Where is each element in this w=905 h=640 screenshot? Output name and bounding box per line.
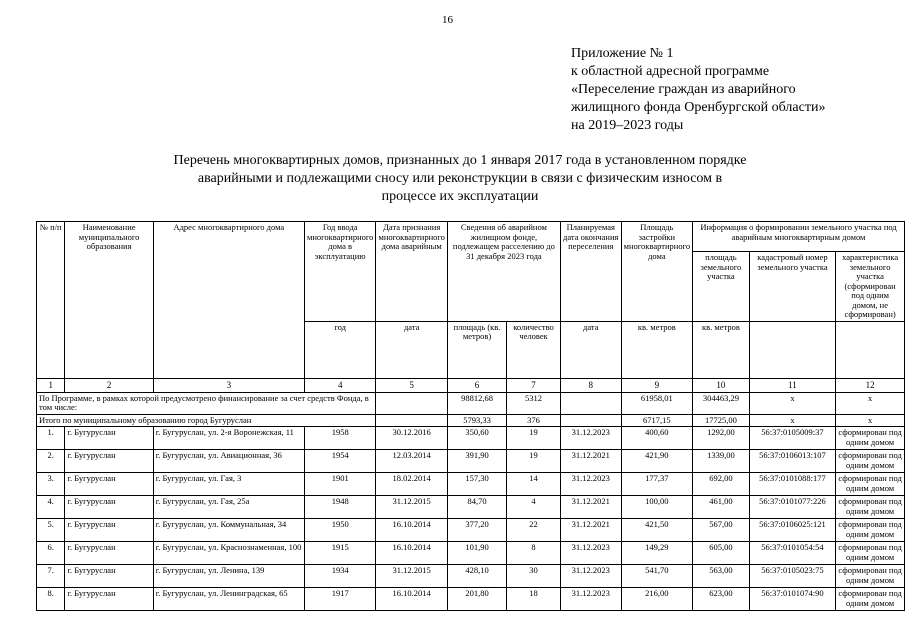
row-land-area: 461,00: [693, 496, 750, 519]
row-municipality: г. Бугуруслан: [65, 473, 153, 496]
row-land-area: 623,00: [693, 588, 750, 611]
header-recognition-date: Дата признания многоквартирного дома аварийным: [376, 222, 447, 322]
col-number: 9: [621, 378, 692, 392]
total-municipality-row: [37, 414, 905, 427]
total-program-dev-area: 61958,01: [621, 392, 692, 414]
row-characteristic: сформирован под одним домом: [836, 588, 905, 611]
appendix-line: к областной адресной программе: [571, 64, 770, 79]
appendix-line: «Переселение граждан из аварийного: [571, 82, 796, 97]
row-planned-date: 31.12.2023: [560, 542, 621, 565]
row-cadastral: 56:37:0105009:37: [749, 427, 835, 450]
row-municipality: г. Бугуруслан: [65, 427, 153, 450]
col-number: 6: [447, 378, 506, 392]
col-number: 1: [37, 378, 65, 392]
row-planned-date: 31.12.2023: [560, 473, 621, 496]
row-municipality: г. Бугуруслан: [65, 588, 153, 611]
title-line: Перечень многоквартирных домов, признанных до 1 января 2017 года в установленном порядке: [173, 153, 747, 168]
table-row: [37, 565, 905, 588]
row-area: 391,90: [447, 450, 506, 473]
row-recognition-date: 18.02.2014: [376, 473, 447, 496]
unit-area: площадь (кв. метров): [447, 321, 506, 378]
row-people: 19: [507, 450, 561, 473]
row-cadastral: 56:37:0101074:90: [749, 588, 835, 611]
row-planned-date: 31.12.2021: [560, 496, 621, 519]
total-program-area: 98812,68: [447, 392, 506, 414]
row-planned-date: 31.12.2021: [560, 519, 621, 542]
unit-date: дата: [376, 321, 447, 378]
row-people: 19: [507, 427, 561, 450]
row-address: г. Бугуруслан, ул. Краснознаменная, 100: [153, 542, 304, 565]
header-municipality: Наименование муниципального образования: [65, 222, 153, 379]
total-program-label: По Программе, в рамках которой предусмотрено финансирование за счет средств Фонда, в том числе:: [37, 392, 376, 414]
row-planned-date: 31.12.2021: [560, 450, 621, 473]
row-municipality: г. Бугуруслан: [65, 565, 153, 588]
header-emergency-info: Сведения об аварийном жилищном фонде, подлежащем расселению до 31 декабря 2023 года: [447, 222, 560, 322]
table-row: [37, 519, 905, 542]
unit-year: год: [304, 321, 375, 378]
col-number: 2: [65, 378, 153, 392]
row-cadastral: 56:37:0106013:107: [749, 450, 835, 473]
unit-people: количество человек: [507, 321, 561, 378]
total-mun-characteristic: x: [836, 414, 905, 427]
col-number: 4: [304, 378, 375, 392]
row-development-area: 216,00: [621, 588, 692, 611]
row-year: 1934: [304, 565, 375, 588]
table-row: [37, 450, 905, 473]
row-area: 157,30: [447, 473, 506, 496]
row-land-area: 567,00: [693, 519, 750, 542]
row-land-area: 1292,00: [693, 427, 750, 450]
row-year: 1958: [304, 427, 375, 450]
row-characteristic: сформирован под одним домом: [836, 565, 905, 588]
row-municipality: г. Бугуруслан: [65, 542, 153, 565]
table-row: [37, 473, 905, 496]
row-characteristic: сформирован под одним домом: [836, 519, 905, 542]
header-planned-date: Планируемая дата окончания переселения: [560, 222, 621, 322]
row-area: 377,20: [447, 519, 506, 542]
row-cadastral: 56:37:0105023:75: [749, 565, 835, 588]
row-development-area: 177,37: [621, 473, 692, 496]
row-characteristic: сформирован под одним домом: [836, 427, 905, 450]
title-line: аварийными и подлежащими сносу или реконструкции в связи с физическим износом в: [197, 171, 723, 186]
row-cadastral: 56:37:0101077:226: [749, 496, 835, 519]
row-year: 1901: [304, 473, 375, 496]
header-land-info: Информация о формировании земельного участка под аварийным многоквартирным домом: [693, 222, 905, 252]
row-recognition-date: 12.03.2014: [376, 450, 447, 473]
table-row: [37, 427, 905, 450]
total-program-row: [37, 392, 905, 414]
total-program-characteristic: x: [836, 392, 905, 414]
empty-cell: [560, 414, 621, 427]
unit-empty: [836, 321, 905, 378]
table-row: [37, 542, 905, 565]
row-number: 7.: [37, 565, 65, 588]
unit-sqm: кв. метров: [621, 321, 692, 378]
col-number: 3: [153, 378, 304, 392]
row-people: 4: [507, 496, 561, 519]
row-year: 1954: [304, 450, 375, 473]
unit-empty: [749, 321, 835, 378]
row-development-area: 400,60: [621, 427, 692, 450]
appendix-line: на 2019–2023 годы: [571, 118, 684, 133]
total-mun-people: 376: [507, 414, 561, 427]
col-number: 5: [376, 378, 447, 392]
total-program-land-area: 304463,29: [693, 392, 750, 414]
row-people: 22: [507, 519, 561, 542]
row-number: 8.: [37, 588, 65, 611]
row-planned-date: 31.12.2023: [560, 427, 621, 450]
table-row: [37, 496, 905, 519]
houses-table: [36, 221, 905, 611]
appendix-header: [571, 45, 825, 135]
appendix-line: жилищного фонда Оренбургской области»: [571, 100, 826, 115]
row-people: 14: [507, 473, 561, 496]
row-recognition-date: 16.10.2014: [376, 519, 447, 542]
header-cadastral: кадастровый номер земельного участка: [749, 252, 835, 322]
total-mun-land-area: 17725,00: [693, 414, 750, 427]
row-number: 1.: [37, 427, 65, 450]
total-program-people: 5312: [507, 392, 561, 414]
table-row: [37, 588, 905, 611]
row-number: 3.: [37, 473, 65, 496]
row-planned-date: 31.12.2023: [560, 588, 621, 611]
header-development-area: Площадь застройки многоквартирного дома: [621, 222, 692, 322]
total-mun-cadastral: x: [749, 414, 835, 427]
row-number: 2.: [37, 450, 65, 473]
col-number: 10: [693, 378, 750, 392]
row-address: г. Бугуруслан, ул. Гая, 3: [153, 473, 304, 496]
row-municipality: г. Бугуруслан: [65, 450, 153, 473]
row-development-area: 421,90: [621, 450, 692, 473]
total-mun-label: Итого по муниципальному образованию город Бугуруслан: [37, 414, 376, 427]
row-characteristic: сформирован под одним домом: [836, 473, 905, 496]
row-address: г. Бугуруслан, ул. Ленина, 139: [153, 565, 304, 588]
row-recognition-date: 30.12.2016: [376, 427, 447, 450]
row-characteristic: сформирован под одним домом: [836, 542, 905, 565]
row-year: 1950: [304, 519, 375, 542]
row-address: г. Бугуруслан, ул. Ленинградская, 65: [153, 588, 304, 611]
row-municipality: г. Бугуруслан: [65, 519, 153, 542]
row-development-area: 100,00: [621, 496, 692, 519]
row-address: г. Бугуруслан, ул. 2-я Воронежская, 11: [153, 427, 304, 450]
row-area: 350,60: [447, 427, 506, 450]
row-cadastral: 56:37:0101054:54: [749, 542, 835, 565]
row-people: 30: [507, 565, 561, 588]
row-address: г. Бугуруслан, ул. Гая, 25а: [153, 496, 304, 519]
unit-date2: дата: [560, 321, 621, 378]
row-characteristic: сформирован под одним домом: [836, 496, 905, 519]
row-land-area: 605,00: [693, 542, 750, 565]
total-mun-dev-area: 6717,15: [621, 414, 692, 427]
appendix-line: Приложение № 1: [571, 46, 674, 61]
row-development-area: 421,50: [621, 519, 692, 542]
row-municipality: г. Бугуруслан: [65, 496, 153, 519]
row-area: 101,90: [447, 542, 506, 565]
row-address: г. Бугуруслан, ул. Коммунальная, 34: [153, 519, 304, 542]
row-recognition-date: 31.12.2015: [376, 565, 447, 588]
row-area: 201,80: [447, 588, 506, 611]
header-land-characteristic: характеристика земельного участка (сформирован под одним домом, не сформирован): [836, 252, 905, 322]
header-num: № п/п: [37, 222, 65, 379]
row-recognition-date: 31.12.2015: [376, 496, 447, 519]
total-program-cadastral: x: [749, 392, 835, 414]
row-land-area: 692,00: [693, 473, 750, 496]
row-people: 18: [507, 588, 561, 611]
header-year: Год ввода многоквартирного дома в эксплуатацию: [304, 222, 375, 322]
title-line: процессе их эксплуатации: [381, 189, 539, 204]
row-people: 8: [507, 542, 561, 565]
col-number: 7: [507, 378, 561, 392]
row-recognition-date: 16.10.2014: [376, 542, 447, 565]
row-number: 5.: [37, 519, 65, 542]
header-address: Адрес многоквартирного дома: [153, 222, 304, 379]
row-cadastral: 56:37:0101088:177: [749, 473, 835, 496]
page-number: 16: [442, 14, 453, 26]
document-title: [150, 152, 770, 206]
row-development-area: 541,70: [621, 565, 692, 588]
empty-cell: [560, 392, 621, 414]
col-number: 12: [836, 378, 905, 392]
row-planned-date: 31.12.2023: [560, 565, 621, 588]
row-year: 1915: [304, 542, 375, 565]
empty-cell: [376, 392, 447, 414]
row-address: г. Бугуруслан, ул. Авиационная, 36: [153, 450, 304, 473]
row-land-area: 563,00: [693, 565, 750, 588]
row-recognition-date: 16.10.2014: [376, 588, 447, 611]
empty-cell: [376, 414, 447, 427]
row-year: 1948: [304, 496, 375, 519]
row-characteristic: сформирован под одним домом: [836, 450, 905, 473]
row-number: 4.: [37, 496, 65, 519]
row-area: 84,70: [447, 496, 506, 519]
header-land-area: площадь земельного участка: [693, 252, 750, 322]
row-development-area: 149,29: [621, 542, 692, 565]
col-number: 11: [749, 378, 835, 392]
row-land-area: 1339,00: [693, 450, 750, 473]
row-area: 428,10: [447, 565, 506, 588]
row-number: 6.: [37, 542, 65, 565]
total-mun-area: 5793,33: [447, 414, 506, 427]
row-cadastral: 56:37:0106025:121: [749, 519, 835, 542]
row-year: 1917: [304, 588, 375, 611]
col-number: 8: [560, 378, 621, 392]
unit-sqm2: кв. метров: [693, 321, 750, 378]
